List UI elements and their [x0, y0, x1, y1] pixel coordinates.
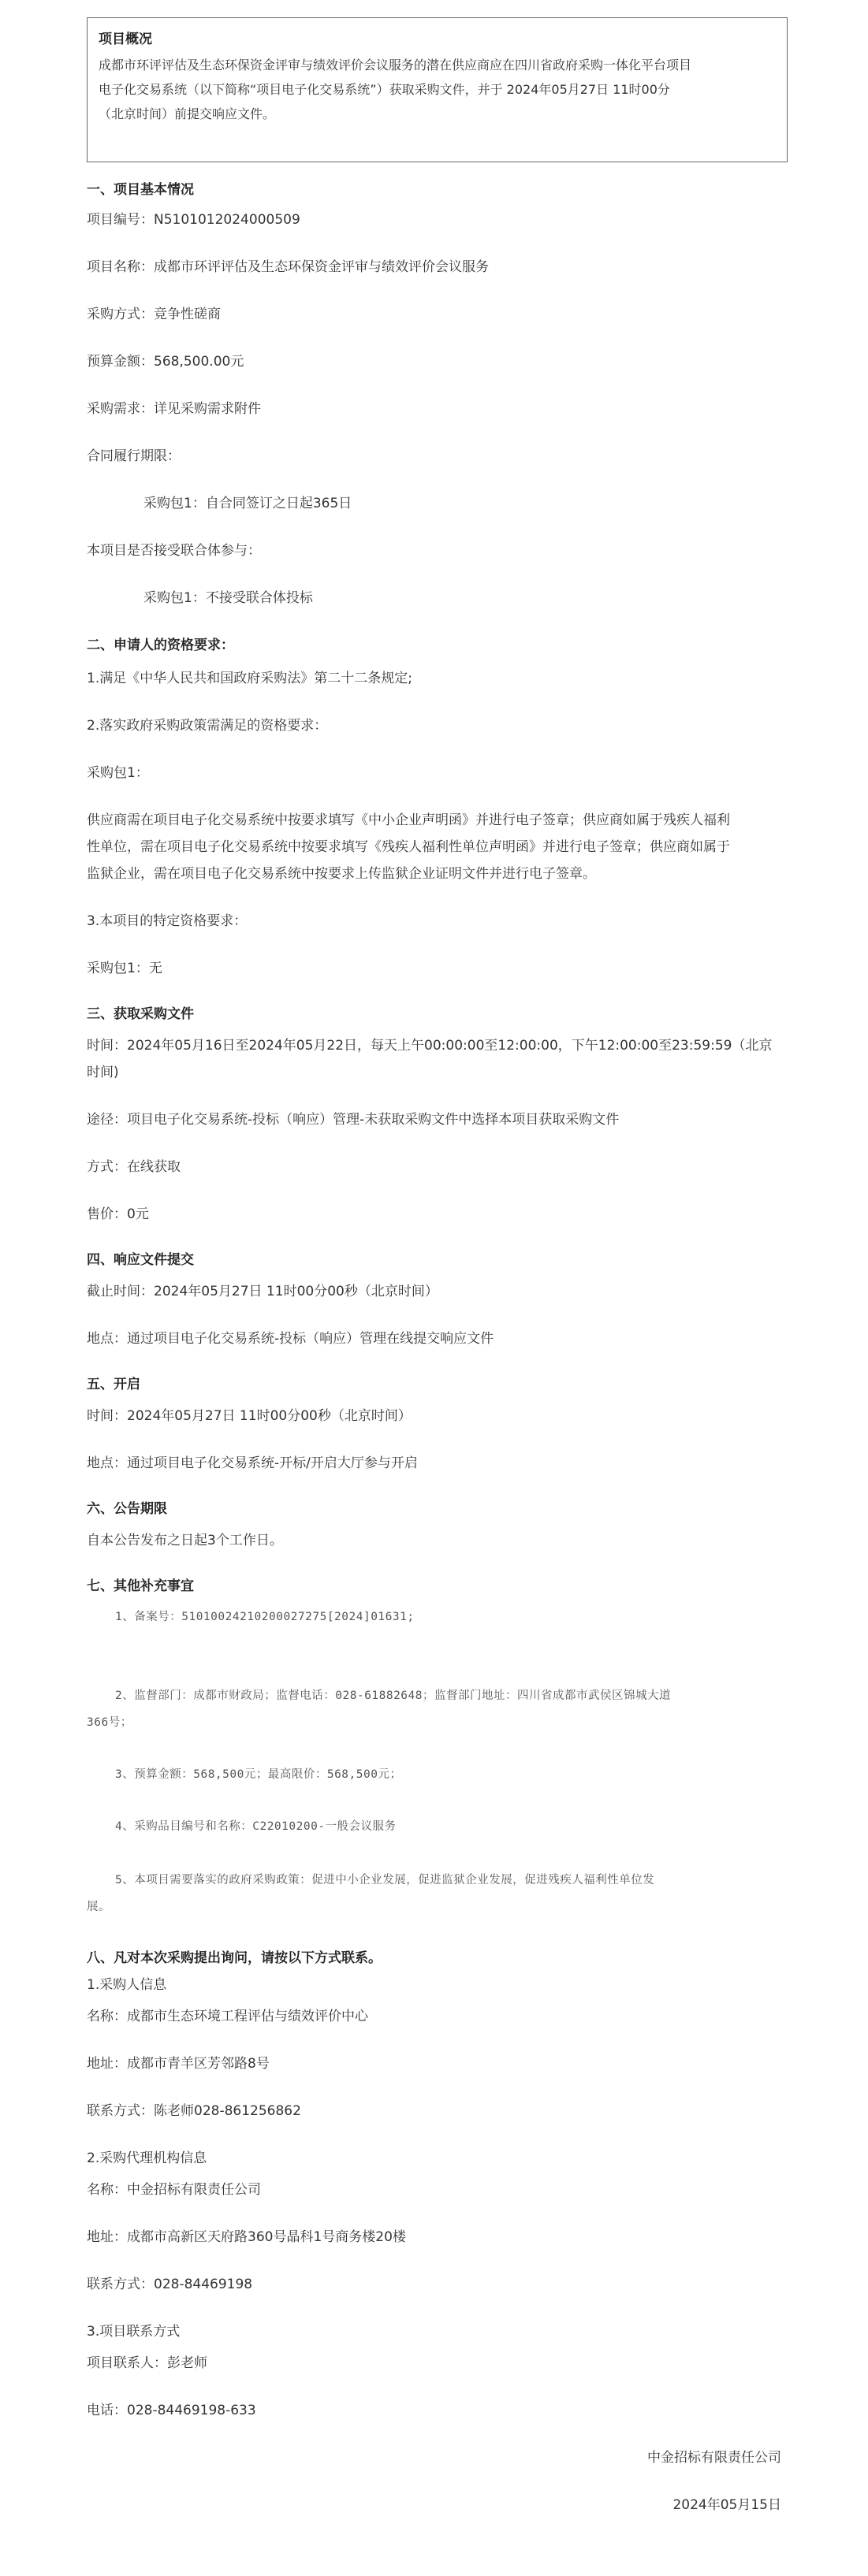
- supplementary-item: 1、备案号：51010024210200027275[2024]01631;: [115, 1611, 415, 1623]
- announcement-period: 自本公告发布之日起3个工作日。: [87, 1533, 283, 1548]
- contract-period-package: 采购包1：自合同签订之日起365日: [143, 496, 352, 511]
- consortium-package: 采购包1：不接受联合体投标: [143, 590, 313, 606]
- buyer-name: 名称：成都市生态环境工程评估与绩效评价中心: [87, 2009, 368, 2024]
- acquire-time-line: 时间): [87, 1065, 119, 1080]
- acquire-mode: 方式：在线获取: [87, 1159, 181, 1175]
- section-heading: 一、项目基本情况: [87, 182, 194, 198]
- section-heading: 三、获取采购文件: [87, 1006, 194, 1022]
- section-heading: 五、开启: [87, 1377, 140, 1392]
- requirement-item: 3.本项目的特定资格要求：: [87, 913, 248, 929]
- agent-contact: 联系方式：028-84469198: [87, 2277, 253, 2292]
- budget-amount: 预算金额：568,500.00元: [87, 354, 244, 370]
- project-contact-person: 项目联系人：彭老师: [87, 2355, 207, 2371]
- project-contact-phone: 电话：028-84469198-633: [87, 2403, 256, 2418]
- requirement-item: 2.落实政府采购政策需满足的资格要求：: [87, 718, 328, 734]
- policy-paragraph-line: 性单位，需在项目电子化交易系统中按要求填写《残疾人福利性单位声明函》并进行电子签章；供应商如属于: [87, 839, 730, 855]
- supplementary-item: 4、采购品目编号和名称：C22010200-一般会议服务: [115, 1820, 397, 1833]
- package-label: 采购包1：: [87, 765, 149, 781]
- overview-text: [99, 53, 776, 126]
- document-price: 售价：0元: [87, 1206, 149, 1222]
- overview-line: 成都市环评评估及生态环保资金评审与绩效评价会议服务的潜在供应商应在四川省政府采购一体化平台项目: [99, 58, 692, 72]
- policy-paragraph-line: 供应商需在项目电子化交易系统中按要求填写《中小企业声明函》并进行电子签章；供应商如属于残疾人福利: [87, 812, 730, 828]
- requirement-item: 1.满足《中华人民共和国政府采购法》第二十二条规定;: [87, 671, 412, 686]
- policy-paragraph-line: 监狱企业，需在项目电子化交易系统中按要求上传监狱企业证明文件并进行电子签章。: [87, 866, 596, 882]
- contact-subheading: 3.项目联系方式: [87, 2324, 181, 2340]
- issue-date: 2024年05月15日: [672, 2497, 781, 2513]
- project-overview-box: [87, 17, 788, 162]
- section-heading: 四、响应文件提交: [87, 1252, 194, 1268]
- overview-title: 项目概况: [99, 32, 152, 47]
- submission-deadline: 截止时间：2024年05月27日 11时00分00秒（北京时间）: [87, 1284, 438, 1299]
- buyer-contact: 联系方式：陈老师028-861256862: [87, 2103, 301, 2119]
- agent-name: 名称：中金招标有限责任公司: [87, 2182, 261, 2198]
- overview-line: 电子化交易系统（以下简称“项目电子化交易系统”）获取采购文件，并于 2024年05月27日 11时00分: [99, 82, 670, 97]
- agent-address: 地址：成都市高新区天府路360号晶科1号商务楼20楼: [87, 2229, 406, 2245]
- package-requirement: 采购包1：无: [87, 961, 162, 976]
- contract-period-label: 合同履行期限：: [87, 448, 181, 464]
- supplementary-item: 5、本项目需要落实的政府采购政策：促进中小企业发展，促进监狱企业发展，促进残疾人福利性单位发: [115, 1874, 655, 1886]
- issuer-organization: 中金招标有限责任公司: [647, 2450, 781, 2466]
- buyer-address: 地址：成都市青羊区芳邻路8号: [87, 2056, 270, 2072]
- section-heading: 八、凡对本次采购提出询问，请按以下方式联系。: [87, 1950, 382, 1966]
- section-heading: 二、申请人的资格要求：: [87, 637, 234, 653]
- project-name: 项目名称：成都市环评评估及生态环保资金评审与绩效评价会议服务: [87, 259, 489, 275]
- opening-place: 地点：通过项目电子化交易系统-开标/开启大厅参与开启: [87, 1455, 418, 1471]
- procurement-method: 采购方式：竞争性磋商: [87, 307, 221, 322]
- opening-time: 时间：2024年05月27日 11时00分00秒（北京时间）: [87, 1408, 412, 1424]
- supplementary-item: 2、监督部门：成都市财政局；监督电话：028-61882648；监督部门地址：四川省成都市武侯区锦城大道: [115, 1689, 671, 1702]
- acquire-channel: 途径：项目电子化交易系统-投标（响应）管理-未获取采购文件中选择本项目获取采购文件: [87, 1112, 620, 1128]
- supplementary-item: 展。: [87, 1901, 110, 1913]
- supplementary-item: 3、预算金额：568,500元；最高限价：568,500元；: [115, 1768, 402, 1781]
- contact-subheading: 2.采购代理机构信息: [87, 2150, 207, 2166]
- section-heading: 七、其他补充事宜: [87, 1578, 194, 1594]
- section-heading: 六、公告期限: [87, 1501, 167, 1517]
- procurement-demand: 采购需求：详见采购需求附件: [87, 401, 261, 417]
- project-number: 项目编号：N5101012024000509: [87, 212, 300, 228]
- acquire-time-line: 时间：2024年05月16日至2024年05月22日，每天上午00:00:00至12:00:00，下午12:00:00至23:59:59（北京: [87, 1038, 773, 1054]
- contact-subheading: 1.采购人信息: [87, 1977, 167, 1993]
- overview-line: （北京时间）前提交响应文件。: [99, 106, 276, 121]
- supplementary-item: 366号；: [87, 1716, 132, 1729]
- submission-place: 地点：通过项目电子化交易系统-投标（响应）管理在线提交响应文件: [87, 1331, 494, 1347]
- consortium-label: 本项目是否接受联合体参与：: [87, 543, 261, 559]
